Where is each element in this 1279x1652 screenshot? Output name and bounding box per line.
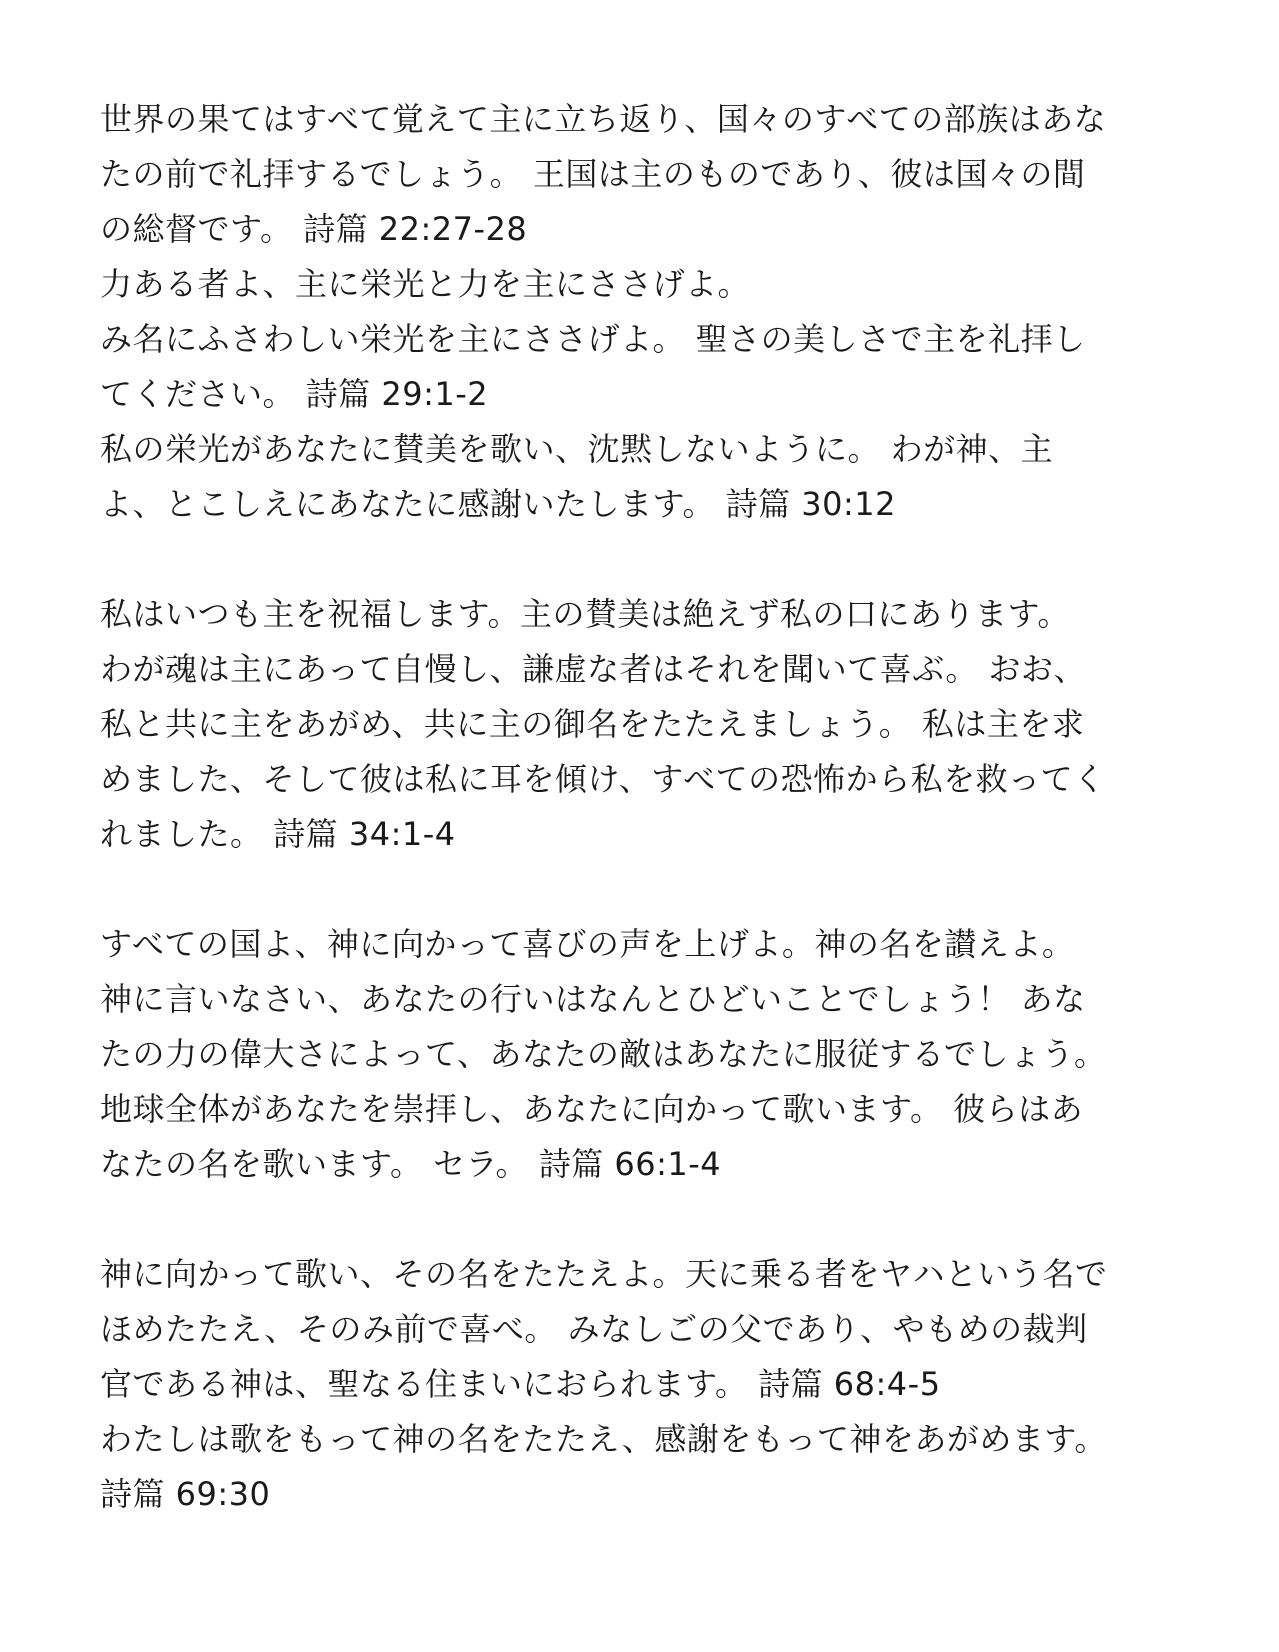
text-line: てください。 詩篇 29:1-2 <box>100 375 489 413</box>
text-block-2 <box>100 587 1190 862</box>
text-block-3 <box>100 917 1190 1192</box>
paragraph-gap <box>100 1192 1190 1247</box>
text-line: わが魂は主にあって自慢し、謙虚な者はそれを聞いて喜ぶ。 おお、 <box>100 650 1086 688</box>
text-line: めました、そして彼は私に耳を傾け、すべての恐怖から私を救ってく <box>100 760 1106 798</box>
text-line: 私はいつも主を祝福します。主の賛美は絶えず私の口にあります。 <box>100 595 1070 633</box>
text-line: 官である神は、聖なる住まいにおられます。 詩篇 68:4-5 <box>100 1365 941 1403</box>
text-block-4 <box>100 1247 1190 1522</box>
paragraph-gap <box>100 862 1190 917</box>
text-line: よ、とこしえにあなたに感謝いたします。 詩篇 30:12 <box>100 485 897 523</box>
text-line: 神に言いなさい、あなたの行いはなんとひどいことでしょう！ あな <box>100 980 1086 1018</box>
text-line: わたしは歌をもって神の名をたたえ、感謝をもって神をあがめます。 <box>100 1420 1107 1458</box>
text-line: 力ある者よ、主に栄光と力を主にささげよ。 <box>100 265 751 303</box>
text-line: 私と共に主をあがめ、共に主の御名をたたえましょう。 私は主を求 <box>100 705 1085 743</box>
document-page <box>100 92 1190 1522</box>
text-line: 詩篇 69:30 <box>100 1475 271 1513</box>
text-line: ほめたたえ、そのみ前で喜べ。 みなしごの父であり、やもめの裁判 <box>100 1310 1088 1348</box>
text-line: すべての国よ、神に向かって喜びの声を上げよ。神の名を讃えよ。 <box>100 925 1075 963</box>
text-line: なたの名を歌います。 セラ。 詩篇 66:1-4 <box>100 1145 722 1183</box>
paragraph-gap <box>100 532 1190 587</box>
text-line: たの前で礼拝するでしょう。 王国は主のものであり、彼は国々の間 <box>100 155 1086 193</box>
text-line: 私の栄光があなたに賛美を歌い、沈黙しないように。 わが神、主 <box>100 430 1054 468</box>
text-line: み名にふさわしい栄光を主にささげよ。 聖さの美しさで主を礼拝し <box>100 320 1086 358</box>
text-line: 神に向かって歌い、その名をたたえよ。天に乗る者をヤハという名で <box>100 1255 1108 1293</box>
text-line: の総督です。 詩篇 22:27-28 <box>100 210 528 248</box>
text-block-1 <box>100 92 1190 532</box>
text-line: たの力の偉大さによって、あなたの敵はあなたに服従するでしょう。 <box>100 1035 1107 1073</box>
text-line: れました。 詩篇 34:1-4 <box>100 815 456 853</box>
text-line: 地球全体があなたを崇拝し、あなたに向かって歌います。 彼らはあ <box>100 1090 1084 1128</box>
text-line: 世界の果てはすべて覚えて主に立ち返り、国々のすべての部族はあな <box>100 100 1107 138</box>
